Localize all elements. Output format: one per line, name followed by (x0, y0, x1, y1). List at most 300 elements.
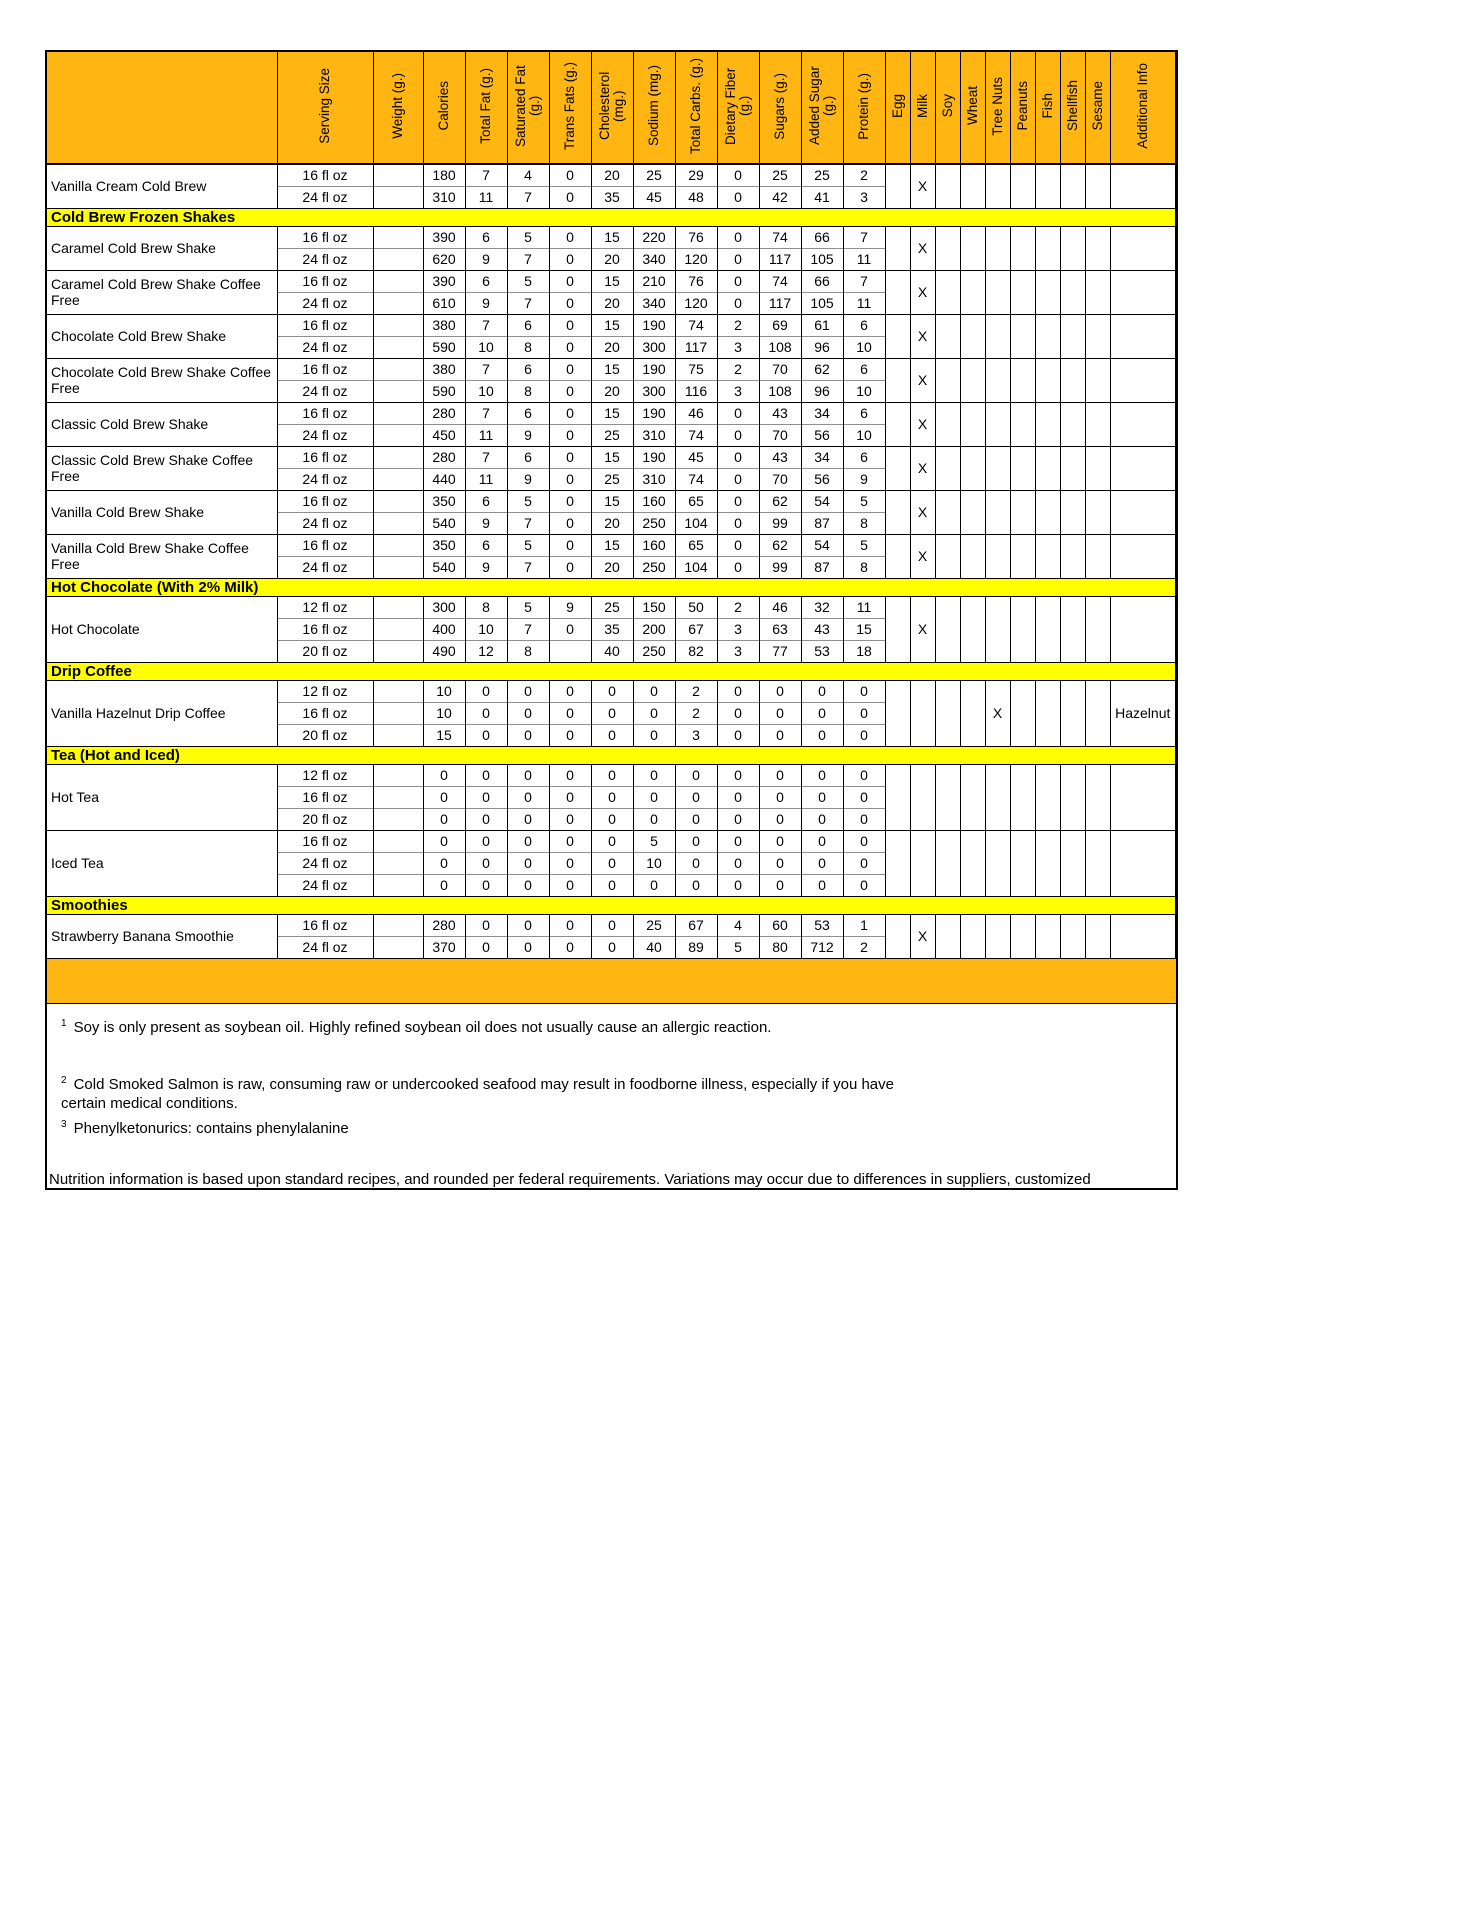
value-cell (373, 424, 423, 446)
allergen-peanuts-cell (1010, 914, 1035, 958)
value-cell: 0 (759, 786, 801, 808)
value-cell: 67 (675, 618, 717, 640)
value-cell (373, 640, 423, 662)
value-cell: 9 (465, 512, 507, 534)
value-cell: 0 (633, 764, 675, 786)
value-cell: 0 (549, 490, 591, 512)
value-cell: 50 (675, 596, 717, 618)
allergen-milk-cell (910, 680, 935, 746)
allergen-egg-cell (885, 270, 910, 314)
value-cell (373, 914, 423, 936)
column-header (373, 52, 423, 164)
value-cell (373, 270, 423, 292)
value-cell: 0 (843, 808, 885, 830)
value-cell: 9 (507, 468, 549, 490)
value-cell (373, 446, 423, 468)
allergen-tree-nuts-cell (985, 358, 1010, 402)
value-cell: 0 (717, 512, 759, 534)
value-cell: 35 (591, 186, 633, 208)
value-cell: 0 (675, 830, 717, 852)
value-cell: 29 (675, 164, 717, 186)
value-cell: 0 (465, 830, 507, 852)
allergen-fish-cell (1035, 490, 1060, 534)
section-header: Smoothies (47, 896, 1176, 914)
value-cell: 590 (423, 336, 465, 358)
column-header-label: Shellfish (1064, 80, 1080, 132)
allergen-soy-cell (935, 270, 960, 314)
allergen-milk-cell: X (910, 358, 935, 402)
serving-size-cell: 16 fl oz (277, 446, 373, 468)
item-name: Vanilla Cold Brew Shake Coffee Free (47, 534, 277, 578)
value-cell: 15 (591, 314, 633, 336)
value-cell: 0 (549, 702, 591, 724)
value-cell: 46 (675, 402, 717, 424)
allergen-milk-cell: X (910, 402, 935, 446)
value-cell: 35 (591, 618, 633, 640)
additional-info-cell (1110, 490, 1176, 534)
nutrition-table-frame (45, 50, 1178, 1190)
allergen-wheat-cell (960, 314, 985, 358)
serving-size-cell: 20 fl oz (277, 640, 373, 662)
value-cell: 74 (759, 270, 801, 292)
value-cell: 180 (423, 164, 465, 186)
allergen-egg-cell (885, 358, 910, 402)
serving-size-cell: 16 fl oz (277, 164, 373, 186)
value-cell (373, 512, 423, 534)
value-cell: 43 (759, 446, 801, 468)
allergen-peanuts-cell (1010, 446, 1035, 490)
value-cell: 7 (465, 446, 507, 468)
table-row (47, 446, 1176, 468)
value-cell (373, 724, 423, 746)
value-cell: 40 (591, 640, 633, 662)
allergen-sesame-cell (1085, 490, 1110, 534)
value-cell: 400 (423, 618, 465, 640)
value-cell: 34 (801, 446, 843, 468)
column-header (717, 52, 759, 164)
table-row (47, 490, 1176, 512)
serving-size-cell: 12 fl oz (277, 596, 373, 618)
value-cell: 11 (465, 424, 507, 446)
footnote-marker: 3 (61, 1119, 67, 1130)
value-cell: 8 (507, 380, 549, 402)
allergen-peanuts-cell (1010, 226, 1035, 270)
allergen-milk-cell: X (910, 446, 935, 490)
allergen-wheat-cell (960, 446, 985, 490)
value-cell: 10 (465, 380, 507, 402)
value-cell (373, 852, 423, 874)
value-cell: 0 (549, 556, 591, 578)
additional-info-cell: Hazelnut (1110, 680, 1176, 746)
value-cell: 0 (717, 830, 759, 852)
value-cell: 190 (633, 446, 675, 468)
column-header-label: Sodium (mg.) (646, 65, 661, 147)
value-cell: 440 (423, 468, 465, 490)
value-cell: 0 (507, 936, 549, 958)
allergen-wheat-cell (960, 830, 985, 896)
allergen-wheat-cell (960, 596, 985, 662)
value-cell: 300 (633, 380, 675, 402)
value-cell: 41 (801, 186, 843, 208)
table-row (47, 314, 1176, 336)
value-cell: 7 (465, 314, 507, 336)
value-cell: 160 (633, 534, 675, 556)
column-header-label: Fish (1039, 93, 1055, 119)
footnote-text: Cold Smoked Salmon is raw, consuming raw or undercooked seafood may result in foodborne illness, especially if you have certain medical conditions. (61, 1076, 894, 1112)
value-cell: 0 (717, 874, 759, 896)
value-cell: 45 (633, 186, 675, 208)
value-cell: 0 (717, 724, 759, 746)
value-cell: 0 (759, 830, 801, 852)
value-cell: 3 (717, 618, 759, 640)
value-cell: 11 (465, 468, 507, 490)
allergen-peanuts-cell (1010, 164, 1035, 208)
value-cell: 99 (759, 512, 801, 534)
column-header (633, 52, 675, 164)
value-cell: 0 (507, 786, 549, 808)
serving-size-cell: 16 fl oz (277, 702, 373, 724)
serving-size-cell: 16 fl oz (277, 270, 373, 292)
value-cell: 87 (801, 556, 843, 578)
additional-info-cell (1110, 914, 1176, 958)
value-cell: 53 (801, 640, 843, 662)
value-cell: 450 (423, 424, 465, 446)
value-cell: 15 (591, 358, 633, 380)
value-cell: 160 (633, 490, 675, 512)
value-cell: 0 (717, 808, 759, 830)
value-cell: 6 (465, 270, 507, 292)
serving-size-cell: 16 fl oz (277, 314, 373, 336)
value-cell: 15 (591, 534, 633, 556)
item-name: Vanilla Hazelnut Drip Coffee (47, 680, 277, 746)
value-cell: 3 (717, 336, 759, 358)
value-cell: 15 (591, 270, 633, 292)
additional-info-cell (1110, 226, 1176, 270)
value-cell: 74 (675, 468, 717, 490)
value-cell: 280 (423, 402, 465, 424)
value-cell: 0 (717, 292, 759, 314)
column-header (1110, 52, 1176, 164)
value-cell: 0 (549, 248, 591, 270)
allergen-fish-cell (1035, 270, 1060, 314)
allergen-egg-cell (885, 226, 910, 270)
allergen-peanuts-cell (1010, 270, 1035, 314)
value-cell: 70 (759, 468, 801, 490)
value-cell: 0 (591, 764, 633, 786)
column-header (549, 52, 591, 164)
value-cell: 490 (423, 640, 465, 662)
column-header (1085, 52, 1110, 164)
allergen-peanuts-cell (1010, 764, 1035, 830)
allergen-peanuts-cell (1010, 534, 1035, 578)
value-cell: 69 (759, 314, 801, 336)
value-cell: 0 (423, 786, 465, 808)
value-cell: 5 (843, 534, 885, 556)
value-cell: 120 (675, 248, 717, 270)
allergen-egg-cell (885, 914, 910, 958)
value-cell: 0 (549, 380, 591, 402)
value-cell: 8 (465, 596, 507, 618)
footnote-marker: 2 (61, 1075, 67, 1086)
additional-info-cell (1110, 764, 1176, 830)
value-cell: 34 (801, 402, 843, 424)
value-cell: 6 (843, 402, 885, 424)
value-cell (373, 764, 423, 786)
table-row (47, 164, 1176, 186)
value-cell: 76 (675, 226, 717, 248)
value-cell (373, 336, 423, 358)
value-cell: 25 (801, 164, 843, 186)
value-cell: 0 (717, 424, 759, 446)
value-cell: 0 (549, 424, 591, 446)
allergen-shellfish-cell (1060, 830, 1085, 896)
value-cell: 54 (801, 534, 843, 556)
value-cell: 7 (843, 226, 885, 248)
value-cell: 15 (591, 226, 633, 248)
serving-size-cell: 24 fl oz (277, 852, 373, 874)
value-cell: 4 (507, 164, 549, 186)
value-cell: 62 (759, 534, 801, 556)
value-cell: 280 (423, 914, 465, 936)
header-row (47, 52, 1176, 164)
value-cell (373, 556, 423, 578)
value-cell (373, 596, 423, 618)
value-cell: 45 (675, 446, 717, 468)
column-header (1010, 52, 1035, 164)
value-cell: 0 (801, 680, 843, 702)
allergen-egg-cell (885, 680, 910, 746)
value-cell: 2 (675, 702, 717, 724)
value-cell: 11 (843, 248, 885, 270)
value-cell: 7 (465, 164, 507, 186)
value-cell: 310 (633, 468, 675, 490)
value-cell: 20 (591, 512, 633, 534)
allergen-shellfish-cell (1060, 164, 1085, 208)
value-cell: 32 (801, 596, 843, 618)
allergen-egg-cell (885, 314, 910, 358)
value-cell: 5 (507, 270, 549, 292)
allergen-soy-cell (935, 914, 960, 958)
value-cell: 10 (423, 702, 465, 724)
section-header: Hot Chocolate (With 2% Milk) (47, 578, 1176, 596)
value-cell: 0 (465, 680, 507, 702)
value-cell: 0 (549, 270, 591, 292)
serving-size-cell: 16 fl oz (277, 786, 373, 808)
allergen-soy-cell (935, 596, 960, 662)
column-header (277, 52, 373, 164)
footnotes-area (47, 1004, 1176, 1188)
additional-info-cell (1110, 830, 1176, 896)
value-cell: 0 (843, 830, 885, 852)
allergen-fish-cell (1035, 402, 1060, 446)
serving-size-cell: 24 fl oz (277, 248, 373, 270)
section-header: Drip Coffee (47, 662, 1176, 680)
column-header-label: Total Carbs. (g.) (688, 57, 703, 155)
value-cell: 3 (717, 640, 759, 662)
allergen-sesame-cell (1085, 446, 1110, 490)
value-cell: 1 (843, 914, 885, 936)
allergen-peanuts-cell (1010, 402, 1035, 446)
value-cell: 0 (465, 936, 507, 958)
value-cell: 15 (591, 490, 633, 512)
serving-size-cell: 24 fl oz (277, 468, 373, 490)
column-header (465, 52, 507, 164)
value-cell: 82 (675, 640, 717, 662)
value-cell: 62 (801, 358, 843, 380)
value-cell: 10 (465, 336, 507, 358)
value-cell (549, 640, 591, 662)
allergen-wheat-cell (960, 358, 985, 402)
section-row (47, 208, 1176, 226)
serving-size-cell: 16 fl oz (277, 226, 373, 248)
allergen-fish-cell (1035, 596, 1060, 662)
value-cell: 62 (759, 490, 801, 512)
table-header (47, 52, 1176, 164)
value-cell: 0 (549, 724, 591, 746)
allergen-wheat-cell (960, 226, 985, 270)
value-cell: 0 (759, 764, 801, 786)
value-cell: 43 (801, 618, 843, 640)
value-cell: 70 (759, 424, 801, 446)
value-cell: 0 (717, 786, 759, 808)
serving-size-cell: 24 fl oz (277, 512, 373, 534)
value-cell: 7 (507, 556, 549, 578)
value-cell: 0 (591, 702, 633, 724)
serving-size-cell: 20 fl oz (277, 808, 373, 830)
value-cell: 190 (633, 314, 675, 336)
value-cell: 0 (591, 914, 633, 936)
value-cell: 0 (549, 786, 591, 808)
column-header-label: Wheat (964, 86, 980, 126)
footnote-text: Phenylketonurics: contains phenylalanine (73, 1120, 349, 1137)
allergen-soy-cell (935, 226, 960, 270)
allergen-sesame-cell (1085, 680, 1110, 746)
value-cell: 0 (465, 764, 507, 786)
value-cell: 0 (843, 786, 885, 808)
corner-cell (47, 52, 277, 164)
value-cell: 0 (507, 724, 549, 746)
value-cell: 105 (801, 292, 843, 314)
value-cell: 20 (591, 164, 633, 186)
allergen-peanuts-cell (1010, 830, 1035, 896)
value-cell: 63 (759, 618, 801, 640)
item-name: Hot Chocolate (47, 596, 277, 662)
value-cell: 0 (717, 680, 759, 702)
value-cell: 7 (507, 618, 549, 640)
value-cell: 15 (423, 724, 465, 746)
value-cell (373, 164, 423, 186)
column-header-label: Total Fat (g.) (478, 68, 493, 144)
value-cell: 0 (549, 808, 591, 830)
value-cell: 0 (759, 852, 801, 874)
serving-size-cell: 12 fl oz (277, 764, 373, 786)
value-cell: 25 (633, 914, 675, 936)
serving-size-cell: 20 fl oz (277, 724, 373, 746)
value-cell: 20 (591, 380, 633, 402)
value-cell: 0 (801, 852, 843, 874)
value-cell: 10 (843, 424, 885, 446)
item-name: Caramel Cold Brew Shake (47, 226, 277, 270)
value-cell: 80 (759, 936, 801, 958)
value-cell: 190 (633, 358, 675, 380)
allergen-egg-cell (885, 164, 910, 208)
value-cell: 540 (423, 556, 465, 578)
column-header-label: Peanuts (1014, 81, 1030, 131)
value-cell: 0 (843, 852, 885, 874)
value-cell: 0 (717, 446, 759, 468)
value-cell: 11 (843, 292, 885, 314)
footnote-phenylketonurics (47, 1115, 1176, 1138)
disclaimer-note: Nutrition information is based upon standard recipes, and rounded per federal requirements. Variations may occur due to differences in suppliers, customized (49, 1171, 1091, 1188)
value-cell: 25 (759, 164, 801, 186)
value-cell: 0 (465, 852, 507, 874)
column-header (591, 52, 633, 164)
allergen-sesame-cell (1085, 402, 1110, 446)
value-cell: 61 (801, 314, 843, 336)
value-cell: 8 (843, 512, 885, 534)
value-cell: 0 (843, 764, 885, 786)
allergen-peanuts-cell (1010, 596, 1035, 662)
value-cell: 5 (633, 830, 675, 852)
value-cell: 0 (759, 808, 801, 830)
value-cell: 0 (717, 468, 759, 490)
value-cell: 540 (423, 512, 465, 534)
allergen-soy-cell (935, 680, 960, 746)
value-cell: 8 (843, 556, 885, 578)
allergen-tree-nuts-cell (985, 402, 1010, 446)
allergen-shellfish-cell (1060, 680, 1085, 746)
value-cell: 40 (633, 936, 675, 958)
value-cell: 0 (801, 786, 843, 808)
value-cell: 25 (633, 164, 675, 186)
column-header-label: Saturated Fat (g.) (513, 65, 542, 147)
value-cell: 0 (507, 914, 549, 936)
value-cell: 53 (801, 914, 843, 936)
allergen-egg-cell (885, 534, 910, 578)
value-cell: 25 (591, 424, 633, 446)
item-name: Chocolate Cold Brew Shake (47, 314, 277, 358)
value-cell: 2 (717, 314, 759, 336)
value-cell: 0 (423, 808, 465, 830)
allergen-milk-cell: X (910, 314, 935, 358)
value-cell: 66 (801, 270, 843, 292)
allergen-soy-cell (935, 446, 960, 490)
column-header-label: Cholesterol (mg.) (597, 71, 626, 141)
value-cell: 6 (507, 314, 549, 336)
allergen-soy-cell (935, 358, 960, 402)
value-cell: 2 (675, 680, 717, 702)
section-row (47, 896, 1176, 914)
additional-info-cell (1110, 534, 1176, 578)
value-cell: 620 (423, 248, 465, 270)
allergen-sesame-cell (1085, 226, 1110, 270)
allergen-milk-cell (910, 830, 935, 896)
table-row (47, 358, 1176, 380)
allergen-tree-nuts-cell (985, 164, 1010, 208)
serving-size-cell: 16 fl oz (277, 534, 373, 556)
section-row (47, 662, 1176, 680)
allergen-tree-nuts-cell: X (985, 680, 1010, 746)
item-name: Hot Tea (47, 764, 277, 830)
column-header-label: Milk (914, 94, 930, 118)
serving-size-cell: 24 fl oz (277, 936, 373, 958)
allergen-sesame-cell (1085, 534, 1110, 578)
value-cell: 0 (465, 874, 507, 896)
column-header-label: Serving Size (317, 68, 332, 144)
value-cell: 0 (591, 874, 633, 896)
allergen-milk-cell (910, 764, 935, 830)
value-cell: 0 (717, 402, 759, 424)
